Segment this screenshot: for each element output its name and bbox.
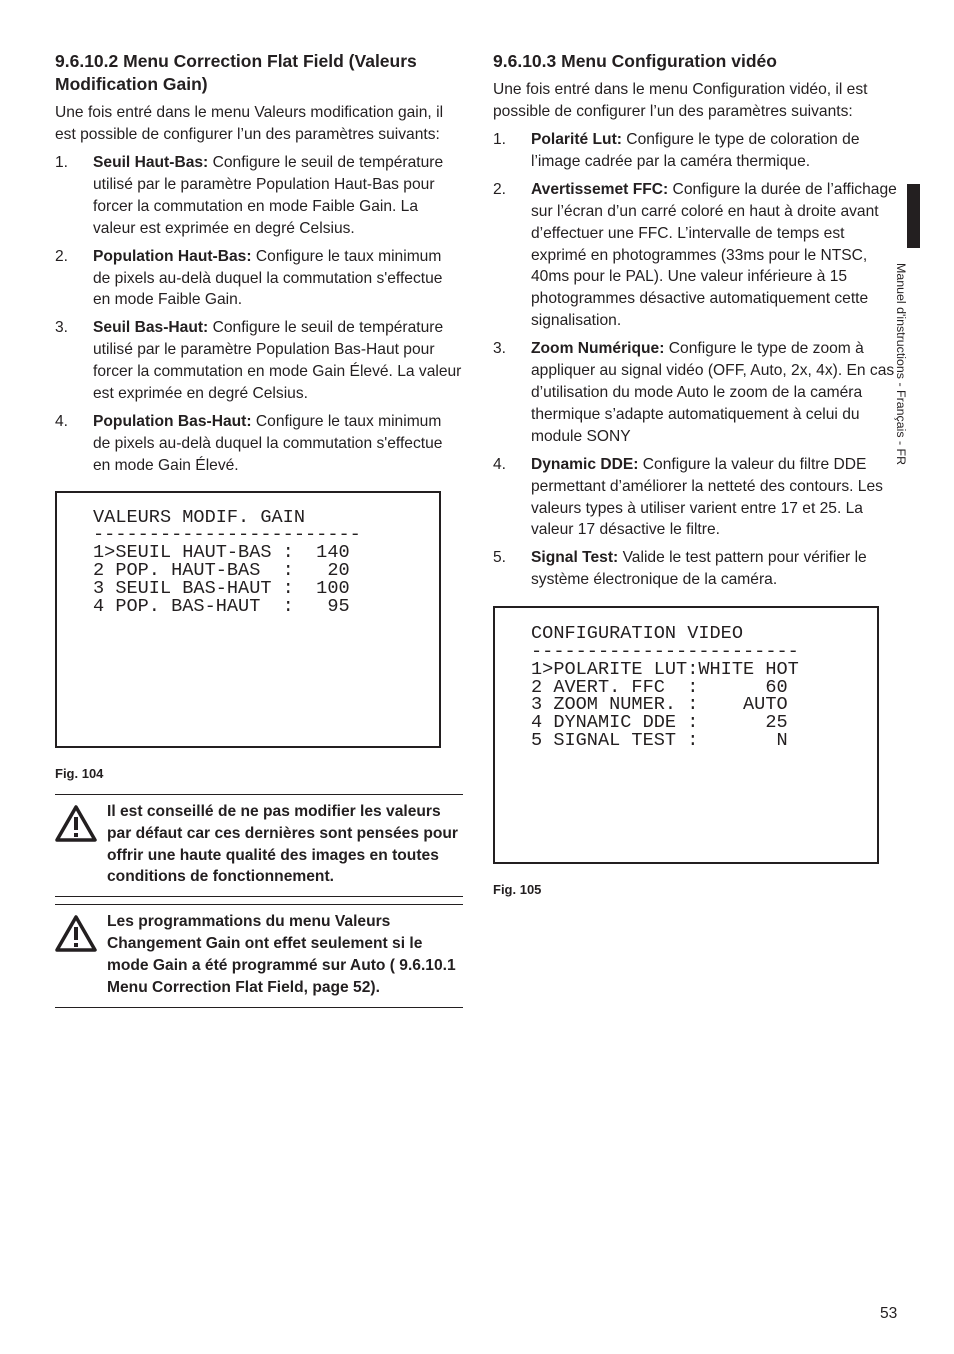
warning-icon: [55, 915, 97, 953]
param-list-right: [493, 129, 898, 591]
chapter-tab: [907, 184, 920, 248]
figure-caption: Fig. 105: [493, 882, 542, 898]
warning-box: [55, 904, 463, 1008]
left-column: [55, 50, 463, 1008]
intro-left: Une fois entré dans le menu Valeurs modification gain, il est possible de configurer l’un des paramètres suivants:: [55, 104, 444, 143]
section-title-left: 9.6.10.2 Menu Correction Flat Field (Valeurs Modification Gain): [55, 51, 417, 94]
side-label: Manuel d'instructions - Français - FR: [894, 263, 908, 466]
figure-caption: Fig. 104: [55, 765, 104, 781]
list-item: 1. Seuil Haut-Bas: Configure le seuil de température utilisé par le paramètre Population Haut-Bas pour forcer la commutation en mode Faible Gain. La valeur est exprimée en degré Celsius.: [55, 154, 444, 237]
warning-text: Il est conseillé de ne pas modifier les valeurs par défaut car ces dernières sont pensées pour offrir une haute qualité des images en toutes conditions de fonctionnement.: [107, 802, 458, 886]
list-item: 4. Population Bas-Haut: Configure le taux minimum de pixels au-delà duquel la commutation s'effectue en mode Gain Élevé.: [55, 412, 443, 474]
list-item: 3. Seuil Bas-Haut: Configure le seuil de température utilisé par le paramètre Population Bas-Haut pour forcer la commutation en mode Gain Élevé. La valeur est exprimée en degré Celsius.: [55, 319, 462, 403]
list-item: 1. Polarité Lut: Configure le type de coloration de l’image cadrée par la caméra thermique.: [493, 131, 860, 170]
intro-right: Une fois entré dans le menu Configuration vidéo, il est possible de configurer l’un des paramètres suivants:: [493, 81, 868, 120]
list-item: 4. Dynamic DDE: Configure la valeur du filtre DDE permettant d’améliorer la netteté des contours. Les valeurs types à utiliser varient entre 17 et 25. La valeur 17 désactive le filtre.: [493, 455, 883, 539]
osd-text: VALEURS MODIF. GAIN ------------------------ 1>SEUIL HAUT-BAS : 140 2 POP. HAUT-BAS : 20 3 SEUIL BAS-HAUT : 100 4 POP. BAS-HAUT : 95: [93, 506, 361, 617]
osd-menu-valeurs-gain: [55, 491, 441, 748]
list-item: 5. Signal Test: Valide le test pattern pour vérifier le système électronique de la caméra.: [493, 549, 867, 589]
warning-box: [55, 794, 463, 898]
list-item: 2. Avertissemet FFC: Configure la durée de l’affichage sur l’écran d’un carré coloré en haut à droite avant d’effectuer une FFC. L’intervalle de temps est exprimé en photogrammes (33ms pour le NTSC, 40ms pour le PAL). Une valeur inférieure à 15 photogrammes désactive automatiquement cette signalisation.: [493, 180, 897, 330]
osd-menu-configuration-video: [493, 606, 879, 864]
section-title-right: 9.6.10.3 Menu Configuration vidéo: [493, 51, 777, 71]
warning-icon: [55, 805, 97, 843]
param-list-left: [55, 152, 463, 477]
osd-text: CONFIGURATION VIDEO ------------------------ 1>POLARITE LUT:WHITE HOT 2 AVERT. FFC : 60 3 ZOOM NUMER. : AUTO 4 DYNAMIC DDE : 25 5 SIGNAL TEST : N: [531, 623, 799, 751]
page-number: 53: [880, 1305, 898, 1322]
list-item: 2. Population Haut-Bas: Configure le taux minimum de pixels au-delà duquel la commutation s'effectue en mode Faible Gain.: [55, 247, 443, 309]
list-item: 3. Zoom Numérique: Configure le type de zoom à appliquer au signal vidéo (OFF, Auto, 2x, 4x). En cas d’utilisation du mode Auto le zoom de la caméra thermique s’adapte automatiquement à celui du module SONY: [493, 340, 895, 445]
warning-text: Les programmations du menu Valeurs Changement Gain ont effet seulement si le mode Gain a été programmé sur Auto ( 9.6.10.1 Menu Correction Flat Field, page 52).: [107, 913, 456, 997]
right-column: [493, 50, 898, 897]
